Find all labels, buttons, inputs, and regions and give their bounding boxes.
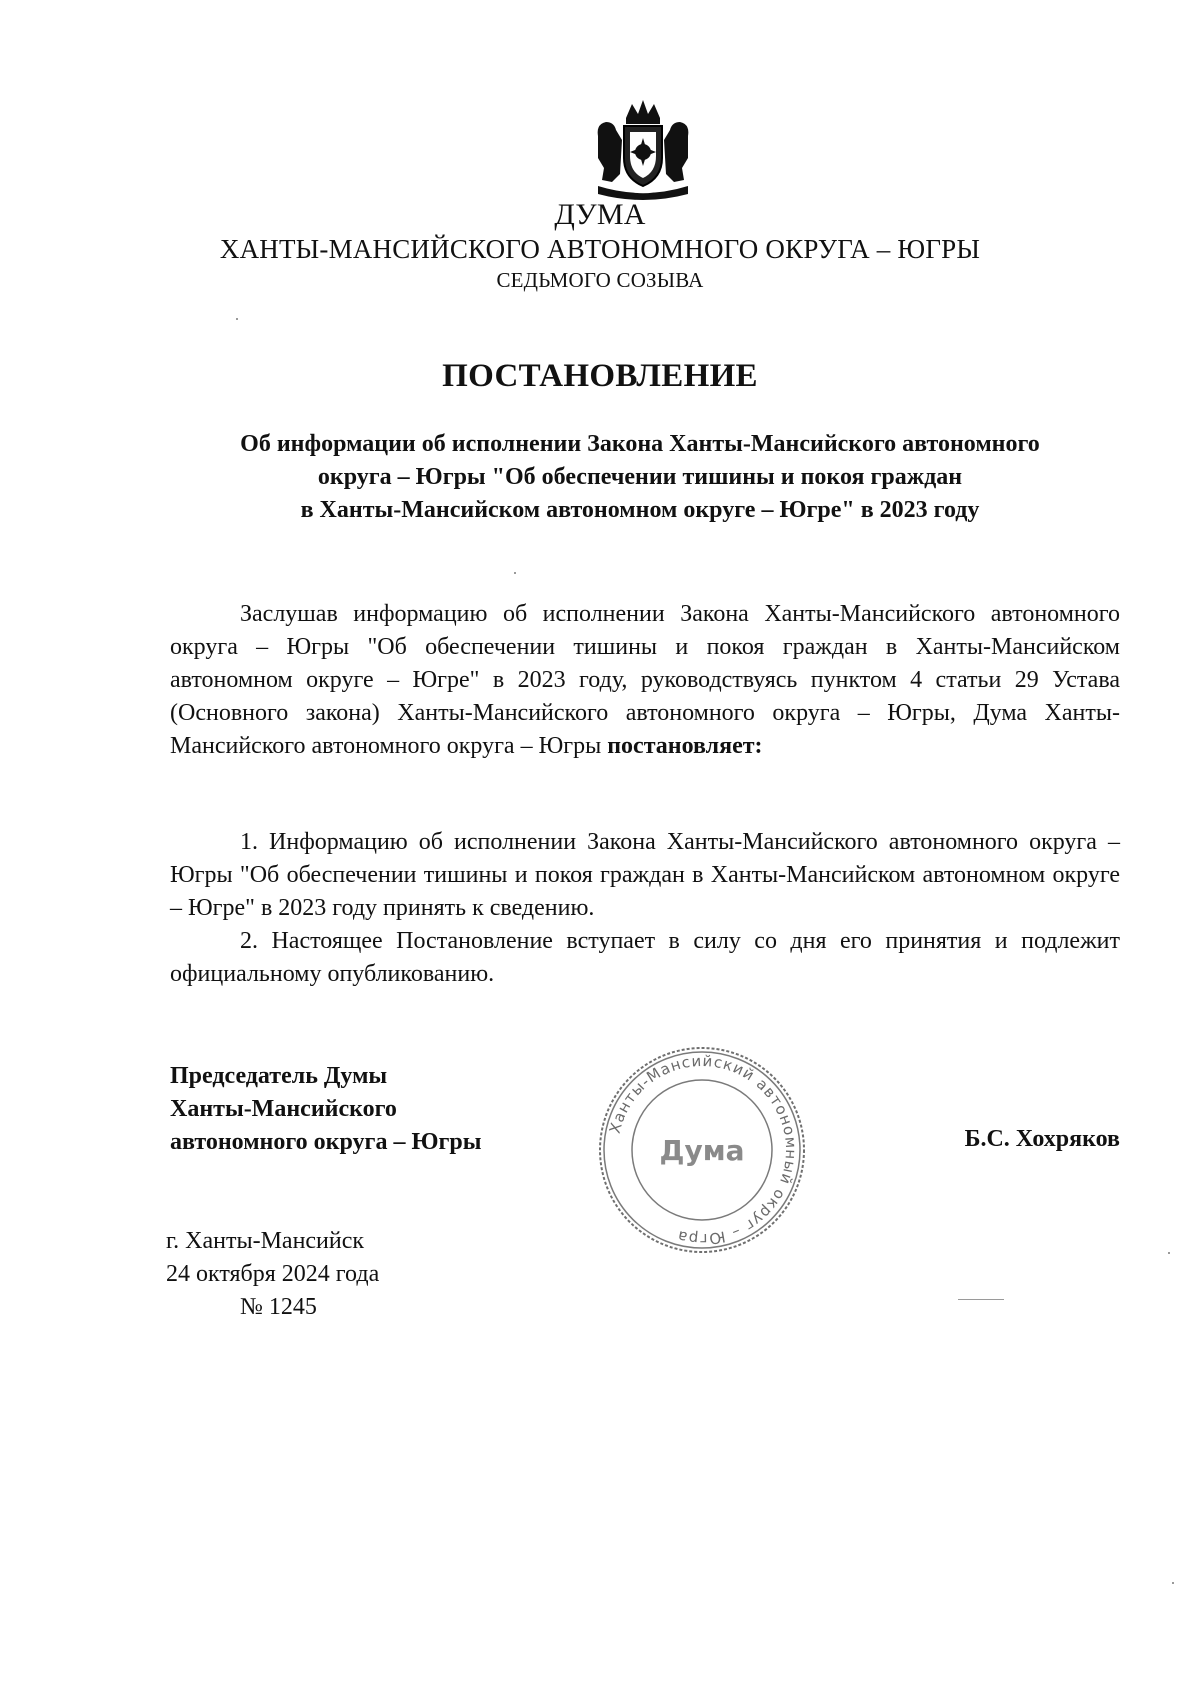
date: 24 октября 2024 года bbox=[166, 1261, 380, 1287]
preamble-paragraph bbox=[170, 598, 1120, 763]
resolution-item: 2. Настоящее Постановление вступает в силу со дня его принятия и подлежит официальному опубликованию. bbox=[170, 928, 1120, 987]
resolution-item: 1. Информацию об исполнении Закона Ханты-Мансийского автономного округа – Югры "Об обеспечении тишины и покоя граждан в Ханты-Мансийском автономном округе – Югре" в 2023 году принять к сведению. bbox=[170, 829, 1120, 921]
signatory-title-line: Председатель Думы bbox=[170, 1063, 388, 1089]
coat-of-arms-icon bbox=[588, 96, 698, 206]
duma-heading: ДУМА bbox=[554, 198, 646, 231]
region-heading: ХАНТЫ-МАНСИЙСКОГО АВТОНОМНОГО ОКРУГА – ЮГРЫ bbox=[219, 234, 981, 264]
preamble-resolves: постановляет: bbox=[607, 733, 763, 759]
scan-speck bbox=[514, 572, 516, 574]
official-seal-stamp bbox=[596, 1044, 808, 1256]
scan-speck bbox=[1168, 1252, 1170, 1254]
scan-speck bbox=[1172, 1582, 1174, 1584]
document-subject bbox=[160, 428, 1120, 527]
subject-line: Об информации об исполнении Закона Ханты-Мансийского автономного bbox=[240, 431, 1040, 457]
preamble-text: Заслушав информацию об исполнении Закона Ханты-Мансийского автономного округа – Югры "Об обеспечении тишины и покоя граждан в Ханты-Мансийском автономном округе – Югре" в 2023 году, руководствуясь пунктом 4 статьи 29 Устава (Основного закона) Ханты-Мансийского автономного округа – Югры, Дума Ханты-Мансийского автономного округа – Югры bbox=[170, 601, 1120, 759]
seal-ring-text: Ханты-Мансийский автономный округ – Югра bbox=[605, 1051, 801, 1249]
subject-line: в Ханты-Мансийском автономном округе – Югре" в 2023 году bbox=[300, 497, 980, 523]
convocation-heading: СЕДЬМОГО СОЗЫВА bbox=[496, 268, 704, 292]
place-and-date bbox=[166, 1225, 379, 1324]
scan-speck bbox=[236, 318, 238, 320]
city: г. Ханты-Мансийск bbox=[166, 1228, 365, 1254]
signatory-title-line: Ханты-Мансийского bbox=[170, 1096, 397, 1122]
subject-line: округа – Югры "Об обеспечении тишины и покоя граждан bbox=[317, 464, 963, 490]
signatory-title bbox=[170, 1060, 481, 1159]
signatory-title-line: автономного округа – Югры bbox=[170, 1129, 482, 1155]
document-number: № 1245 bbox=[240, 1294, 317, 1320]
seal-center-text: Дума bbox=[659, 1134, 745, 1167]
signatory-name: Б.С. Хохряков bbox=[964, 1126, 1120, 1152]
document-type-title: ПОСТАНОВЛЕНИЕ bbox=[442, 358, 758, 394]
scan-speck bbox=[958, 1299, 1004, 1300]
